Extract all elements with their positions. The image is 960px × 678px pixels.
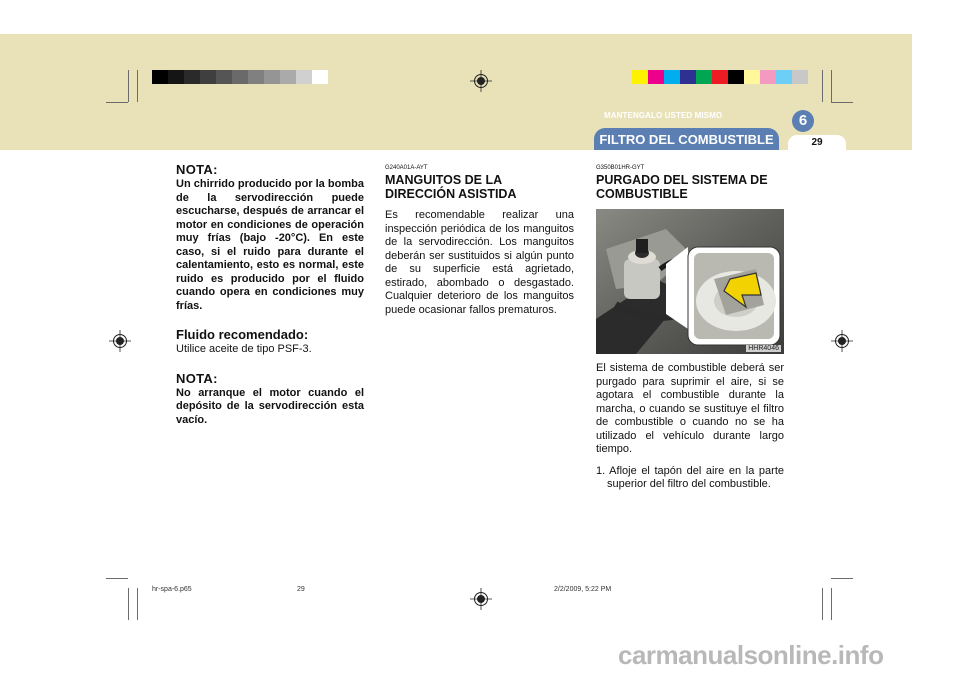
- color-swatch: [776, 70, 792, 84]
- footer-filename: hr-spa-6.p65: [152, 586, 192, 593]
- registration-mark-icon: [831, 330, 853, 352]
- watermark: carmanualsonline.info: [618, 640, 884, 670]
- grayscale-color-bar: [152, 70, 328, 84]
- color-swatch: [648, 70, 664, 84]
- list-item-step-1: 1. Afloje el tapón del aire en la parte superior del filtro del combustible.: [596, 464, 784, 490]
- crop-mark: [831, 102, 853, 103]
- crop-mark: [128, 588, 129, 620]
- crop-mark: [106, 102, 128, 103]
- color-swatch: [280, 70, 296, 84]
- color-swatch: [248, 70, 264, 84]
- section-heading: MANGUITOS DE LA DIRECCIÓN ASISTIDA: [385, 173, 517, 201]
- crop-mark: [831, 588, 832, 620]
- process-color-bar: [632, 70, 808, 84]
- color-swatch: [312, 70, 328, 84]
- note-heading: NOTA:: [176, 370, 218, 386]
- note-body: Un chirrido producido por la bomba de la servodirección puede escucharse, después de arrancar el motor en condiciones de operación muy frías (bajo -20°C). En este caso, si el ruido para durante el calentamiento, esto es normal, este ruido es producido por el fluido cuando opera en condiciones muy frías.: [176, 178, 364, 312]
- registration-mark-icon: [470, 70, 492, 92]
- section-code: G240A01A-AYT: [385, 165, 428, 171]
- note-body: No arranque el motor cuando el depósito de la servodirección esta vacío.: [176, 386, 364, 426]
- engine-bay-illustration: [596, 209, 784, 354]
- color-swatch: [168, 70, 184, 84]
- crop-mark: [128, 70, 129, 102]
- footer-date: 2/2/2009, 5:22 PM: [554, 586, 612, 593]
- crop-mark: [137, 588, 138, 620]
- color-swatch: [712, 70, 728, 84]
- fluid-body: Utilice aceite de tipo PSF-3.: [176, 343, 312, 355]
- section-body: Es recomendable realizar una inspección periódica de los manguitos de la servodirección. Los manguitos deberán ser sustituidos si algún punto de su superficie está agrietado, estirado, abombado o desgastado. Cualquier deterioro de los manguitos puede ocasionar fallos prematuros.: [385, 209, 574, 316]
- section-heading: PURGADO DEL SISTEMA DE COMBUSTIBLE: [596, 173, 768, 201]
- chapter-number-badge: 6: [792, 110, 814, 132]
- footer-page: 29: [297, 586, 305, 593]
- color-swatch: [152, 70, 168, 84]
- color-swatch: [728, 70, 744, 84]
- registration-mark-icon: [470, 588, 492, 610]
- photo-label: HHR4046: [748, 345, 779, 352]
- color-swatch: [744, 70, 760, 84]
- column-middle: [385, 162, 574, 317]
- color-swatch: [232, 70, 248, 84]
- chapter-title: MANTENGALO USTED MISMO: [604, 111, 723, 120]
- page-number: 29: [811, 137, 823, 148]
- crop-mark: [831, 70, 832, 102]
- fuel-filter-photo: [596, 209, 784, 354]
- note-heading: NOTA:: [176, 162, 218, 177]
- color-swatch: [632, 70, 648, 84]
- color-swatch: [792, 70, 808, 84]
- color-swatch: [760, 70, 776, 84]
- section-tab: FILTRO DEL COMBUSTIBLE: [594, 128, 779, 150]
- color-swatch: [696, 70, 712, 84]
- crop-mark: [831, 578, 853, 579]
- fluid-heading: Fluido recomendado:: [176, 327, 309, 342]
- crop-mark: [822, 588, 823, 620]
- column-right: [596, 162, 784, 492]
- column-left: [176, 162, 364, 427]
- crop-mark: [822, 70, 823, 102]
- section-body: El sistema de combustible deberá ser purgado para suprimir el aire, si se agotara el combustible durante la marcha, o cuando se sustituye el filtro de combustible o cuando no se ha utilizado el vehículo durante largo tiempo.: [596, 362, 784, 455]
- color-swatch: [200, 70, 216, 84]
- crop-mark: [137, 70, 138, 102]
- color-swatch: [664, 70, 680, 84]
- section-code: G350B01HR-GYT: [596, 165, 645, 171]
- registration-mark-icon: [109, 330, 131, 352]
- color-swatch: [680, 70, 696, 84]
- color-swatch: [264, 70, 280, 84]
- crop-mark: [106, 578, 128, 579]
- color-swatch: [184, 70, 200, 84]
- color-swatch: [296, 70, 312, 84]
- color-swatch: [216, 70, 232, 84]
